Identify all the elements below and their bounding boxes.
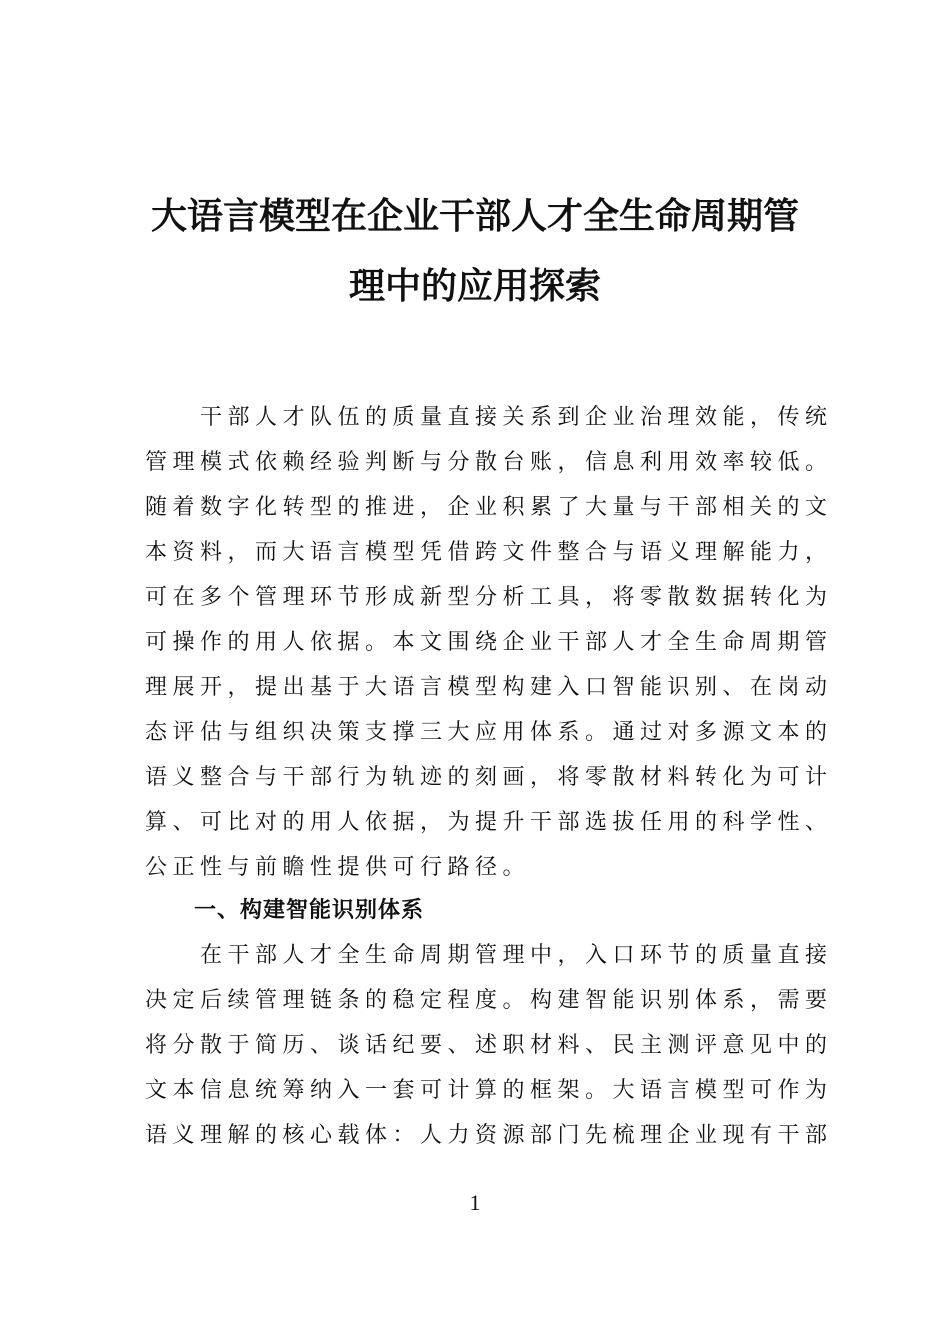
intro-line: 公正性与前瞻性提供可行路径。	[145, 855, 531, 880]
intro-line: 可操作的用人依据。本文围绕企业干部人才全生命周期管	[145, 630, 833, 655]
intro-line: 语义整合与干部行为轨迹的刻画，将零散材料转化为可计	[145, 765, 833, 790]
intro-line: 管理模式依赖经验判断与分散台账，信息利用效率较低。	[145, 450, 833, 475]
section-heading: 一、构建智能识别体系	[194, 898, 425, 923]
intro-line: 本资料，而大语言模型凭借跨文件整合与语义理解能力，	[145, 540, 833, 565]
section-1-line: 在干部人才全生命周期管理中，入口环节的质量直接	[145, 943, 833, 968]
intro-line: 态评估与组织决策支撑三大应用体系。通过对多源文本的	[145, 720, 833, 745]
intro-line: 随着数字化转型的推进，企业积累了大量与干部相关的文	[145, 495, 833, 520]
document-title-line-1: 大语言模型在企业干部人才全生命周期管	[150, 195, 799, 237]
document-title-line-2: 理中的应用探索	[348, 265, 601, 307]
intro-line: 干部人才队伍的质量直接关系到企业治理效能，传统	[145, 405, 833, 430]
intro-line: 算、可比对的用人依据，为提升干部选拔任用的科学性、	[145, 810, 833, 835]
section-1-line: 决定后续管理链条的稳定程度。构建智能识别体系，需要	[145, 988, 833, 1013]
intro-line: 理展开，提出基于大语言模型构建入口智能识别、在岗动	[145, 675, 833, 700]
section-1-line: 文本信息统筹纳入一套可计算的框架。大语言模型可作为	[145, 1078, 833, 1103]
section-1-line: 语义理解的核心载体：人力资源部门先梳理企业现有干部	[145, 1123, 833, 1148]
page-number: 1	[469, 1190, 481, 1215]
section-1-line: 将分散于简历、谈话纪要、述职材料、民主测评意见中的	[145, 1033, 833, 1058]
intro-line: 可在多个管理环节形成新型分析工具，将零散数据转化为	[145, 585, 833, 610]
